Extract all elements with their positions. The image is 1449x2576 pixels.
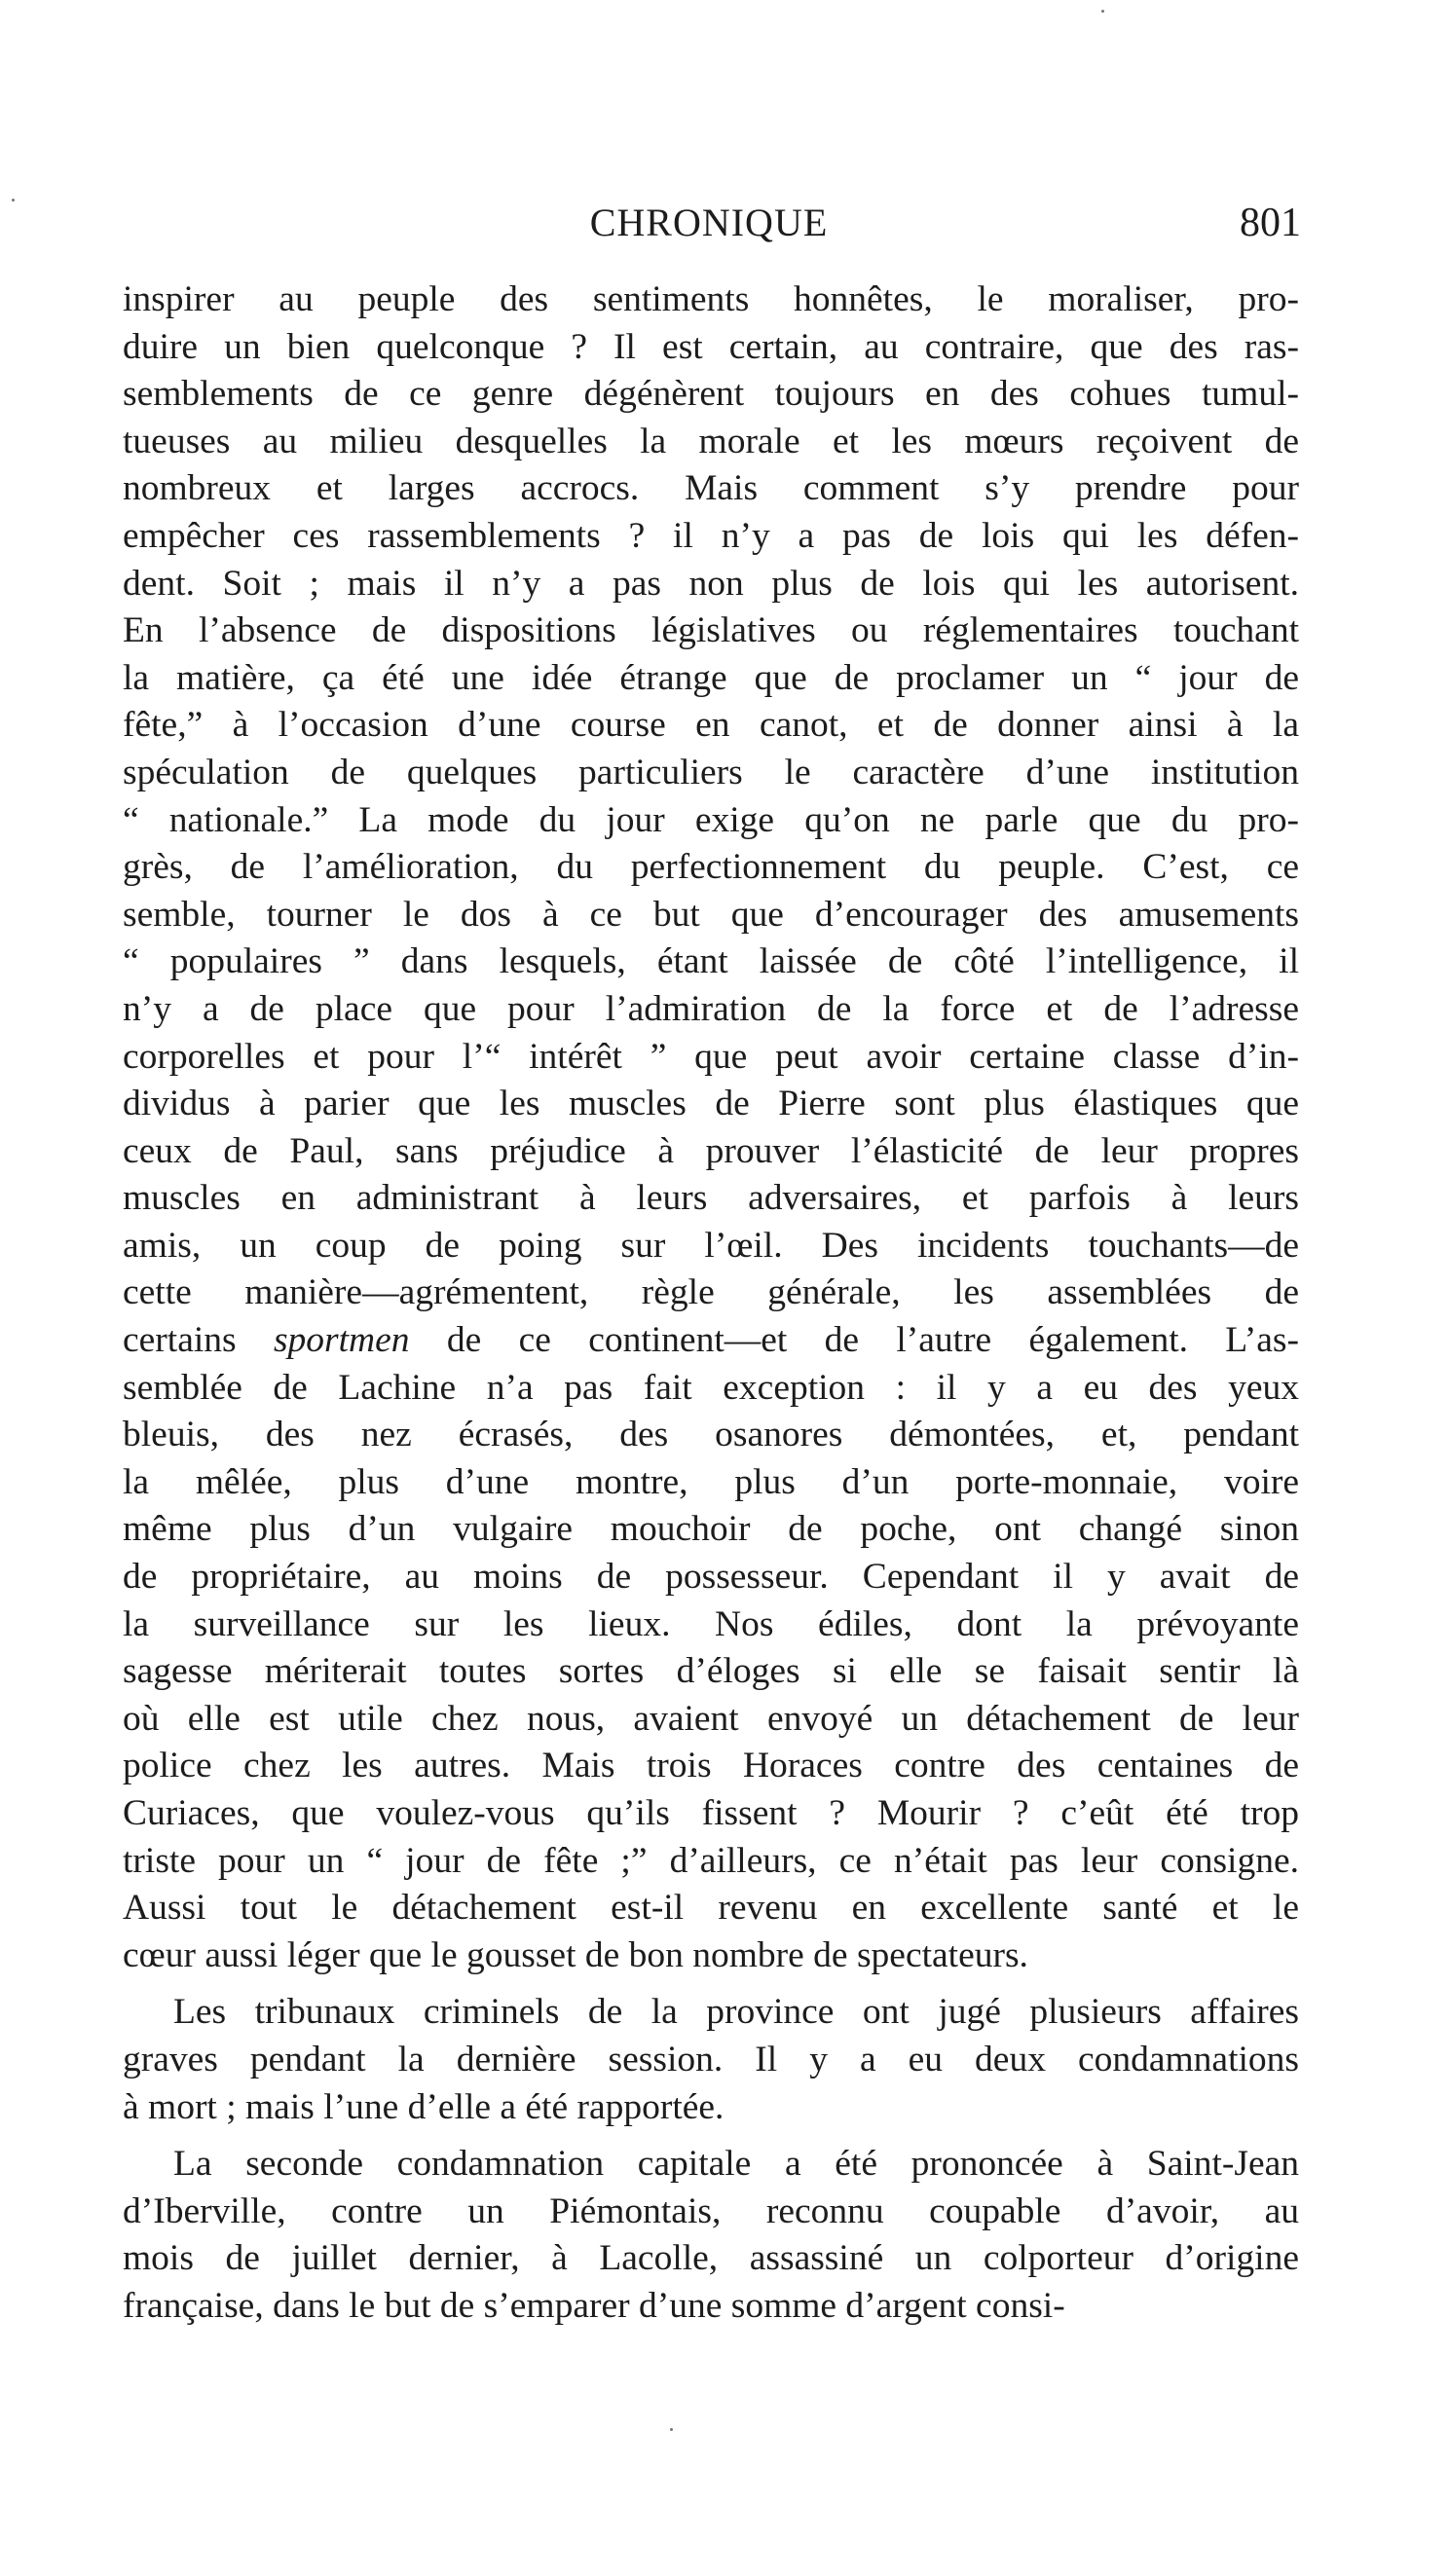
text-line: “ nationale.” La mode du jour exige qu’on ne parle que du pro-	[123, 799, 1299, 840]
text-line: dent. Soit ; mais il n’y a pas non plus de lois qui les autorisent.	[123, 563, 1299, 604]
text-line: la surveillance sur les lieux. Nos édiles, dont la prévoyante	[123, 1603, 1299, 1644]
text-line: d’Iberville, contre un Piémontais, reconnu coupable d’avoir, au	[123, 2190, 1299, 2231]
text-line: mois de juillet dernier, à Lacolle, assassiné un colporteur d’origine	[123, 2238, 1299, 2279]
text-line: nombreux et larges accrocs. Mais comment s’y prendre pour	[123, 468, 1299, 509]
italic-word: sportmen	[273, 1320, 410, 1361]
text-line: triste pour un “ jour de fête ;” d’ailleurs, ce n’était pas leur consigne.	[123, 1840, 1299, 1881]
paragraph	[123, 2141, 1299, 2330]
text-line: La seconde condamnation capitale a été prononcée à Saint-Jean	[173, 2144, 1299, 2185]
text-line: à mort ; mais l’une d’elle a été rapportée.	[123, 2086, 724, 2127]
paper-speck	[1101, 10, 1104, 13]
text-line: n’y a de place que pour l’admiration de la force et de l’adresse	[123, 988, 1299, 1029]
text-line: corporelles et pour l’“ intérêt ” que peut avoir certaine classe d’in-	[123, 1036, 1299, 1077]
text-line: même plus d’un vulgaire mouchoir de poche, ont changé sinon	[123, 1509, 1299, 1550]
page-number: 801	[1240, 201, 1301, 245]
text-line: “ populaires ” dans lesquels, étant laissée de côté l’intelligence, il	[123, 941, 1299, 982]
text-line: certains sportmen de ce continent—et de l’autre également. L’as-	[123, 1320, 1299, 1361]
text-line: grès, de l’amélioration, du perfectionnement du peuple. C’est, ce	[123, 847, 1299, 888]
text-line: cœur aussi léger que le gousset de bon nombre de spectateurs.	[123, 1934, 1028, 1975]
text-line: semble, tourner le dos à ce but que d’encourager des amusements	[123, 894, 1299, 935]
text-line: empêcher ces rassemblements ? il n’y a pas de lois qui les défen-	[123, 515, 1299, 556]
text-line: la mêlée, plus d’une montre, plus d’un porte-monnaie, voire	[123, 1461, 1299, 1502]
text-line: duire un bien quelconque ? Il est certain, au contraire, que des ras-	[123, 326, 1299, 367]
text-line: muscles en administrant à leurs adversaires, et parfois à leurs	[123, 1178, 1299, 1219]
text-line: cette manière—agrémentent, règle générale, les assemblées de	[123, 1272, 1299, 1313]
text-line: dividus à parier que les muscles de Pierre sont plus élastiques que	[123, 1084, 1299, 1124]
text-line: semblée de Lachine n’a pas fait exception : il y a eu des yeux	[123, 1367, 1299, 1408]
text-line: ceux de Paul, sans préjudice à prouver l’élasticité de leur propres	[123, 1130, 1299, 1171]
paper-speck	[670, 2428, 673, 2431]
body-text	[123, 276, 1299, 2331]
running-title: CHRONIQUE	[589, 201, 829, 244]
paper-speck	[12, 199, 15, 202]
text-line: la matière, ça été une idée étrange que de proclamer un “ jour de	[123, 657, 1299, 698]
text-line: fête,” à l’occasion d’une course en canot, et de donner ainsi à la	[123, 705, 1299, 746]
text-line: tueuses au milieu desquelles la morale et les mœurs reçoivent de	[123, 421, 1299, 461]
text-line: française, dans le but de s’emparer d’une somme d’argent consi-	[123, 2285, 1065, 2326]
text-line: inspirer au peuple des sentiments honnêtes, le moraliser, pro-	[123, 279, 1299, 319]
text-line: graves pendant la dernière session. Il y a eu deux condamnations	[123, 2039, 1299, 2079]
text-line: bleuis, des nez écrasés, des osanores démontées, et, pendant	[123, 1415, 1299, 1455]
text-line: En l’absence de dispositions législatives ou réglementaires touchant	[123, 610, 1299, 651]
text-line: Aussi tout le détachement est-il revenu en excellente santé et le	[123, 1888, 1299, 1929]
text-line: sagesse mériterait toutes sortes d’éloges si elle se faisait sentir là	[123, 1651, 1299, 1692]
paragraph	[123, 276, 1299, 1979]
text-line: Les tribunaux criminels de la province ont jugé plusieurs affaires	[173, 1992, 1299, 2033]
text-line: spéculation de quelques particuliers le caractère d’une institution	[123, 752, 1299, 792]
text-line: où elle est utile chez nous, avaient envoyé un détachement de leur	[123, 1698, 1299, 1739]
text-line: semblements de ce genre dégénèrent toujours en des cohues tumul-	[123, 374, 1299, 415]
text-line: de propriétaire, au moins de possesseur. Cependant il y avait de	[123, 1557, 1299, 1598]
text-line: Curiaces, que voulez-vous qu’ils fissent ? Mourir ? c’eût été trop	[123, 1793, 1299, 1833]
text-line: amis, un coup de poing sur l’œil. Des incidents touchants—de	[123, 1225, 1299, 1266]
running-head	[125, 199, 1301, 247]
paragraph	[123, 1989, 1299, 2131]
text-line: police chez les autres. Mais trois Horaces contre des centaines de	[123, 1746, 1299, 1786]
